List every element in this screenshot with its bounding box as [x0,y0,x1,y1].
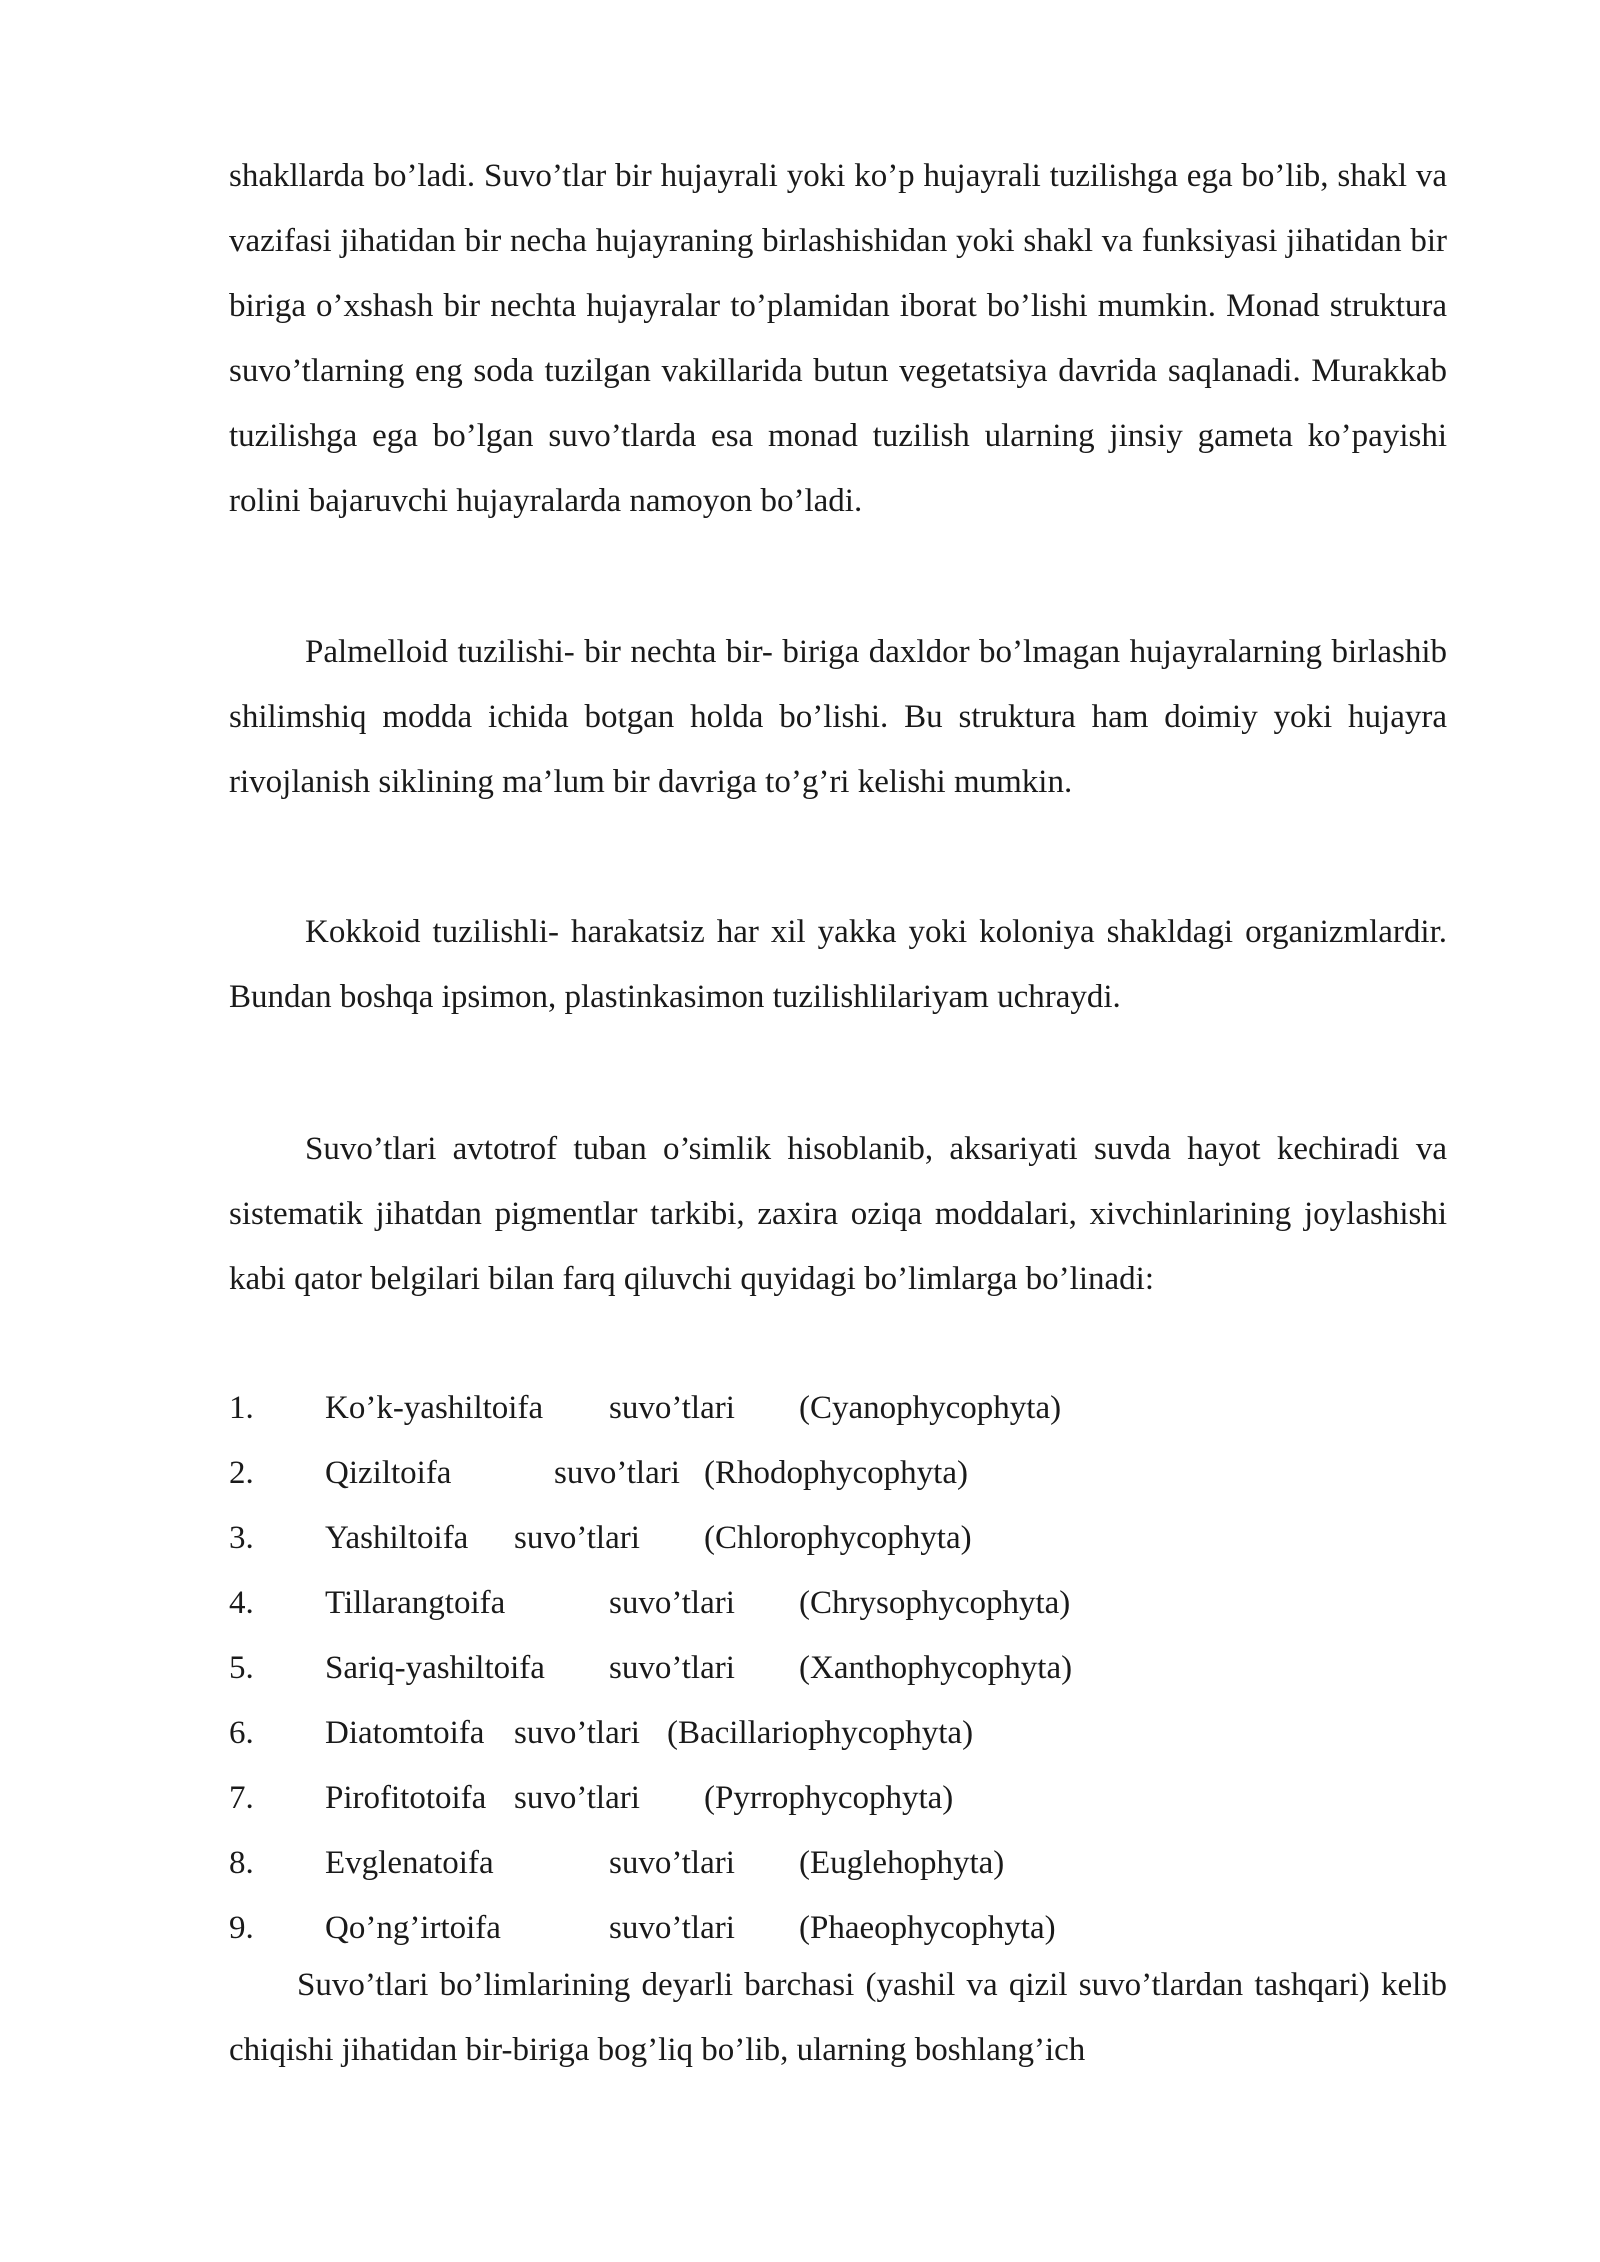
list-number: 5. [229,1650,254,1686]
division-name: Yashiltoifa [325,1520,469,1556]
division-latin-name: (Bacillariophycophyta) [667,1715,974,1751]
paragraph-text: Suvo’tlari avtotrof tuban o’simlik hisoblanib, aksariyati suvda hayot kechiradi va sistematik jihatdan pigmentlar tarkibi, zaxira oziqa moddalari, xivchinlarining joylashishi kabi qator belgilari bilan farq qiluvchi quyidagi bo’limlarga bo’linadi: [229,1131,1447,1297]
list-number: 1. [229,1390,254,1426]
list-number: 8. [229,1845,254,1881]
division-latin-name: (Phaeophycophyta) [799,1910,1056,1946]
division-word: suvo’tlari [609,1845,735,1881]
division-latin-name: (Chrysophycophyta) [799,1585,1071,1621]
list-item [229,1636,1447,1701]
list-item [229,1831,1447,1896]
division-name: Qo’ng’irtoifa [325,1910,501,1946]
list-number: 3. [229,1520,254,1556]
division-name: Diatomtoifa [325,1715,485,1751]
division-latin-name: (Cyanophycophyta) [799,1390,1062,1426]
division-name: Qiziltoifa [325,1455,452,1491]
paragraph-text: shakllarda bo’ladi. Suvo’tlar bir hujayrali yoki ko’p hujayrali tuzilishga ega bo’lib, shakl va vazifasi jihatidan bir necha hujayraning birlashishidan yoki shakl va funksiyasi jihatidan bir biriga o’xshash bir nechta hujayralar to’plamidan iborat bo’lishi mumkin. Monad struktura suvo’tlarning eng soda tuzilgan vakillarida butun vegetatsiya davrida saqlanadi. Murakkab tuzilishga ega bo’lgan suvo’tlarda esa monad tuzilish ularning jinsiy gameta ko’payishi rolini bajaruvchi hujayralarda namoyon bo’ladi. [229,158,1447,519]
division-word: suvo’tlari [514,1520,640,1556]
division-word: suvo’tlari [609,1910,735,1946]
division-name: Evglenatoifa [325,1845,494,1881]
paragraph-text: Kokkoid tuzilishli- harakatsiz har xil yakka yoki koloniya shakldagi organizmlardir. Bundan boshqa ipsimon, plastinkasimon tuzilishlilariyam uchraydi. [229,914,1447,1015]
division-word: suvo’tlari [554,1455,680,1491]
division-latin-name: (Euglehophyta) [799,1845,1005,1881]
list-item [229,1766,1447,1831]
paragraph-text: Palmelloid tuzilishi- bir nechta bir- biriga daxldor bo’lmagan hujayralarning birlashib shilimshiq modda ichida botgan holda bo’lishi. Bu struktura ham doimiy yoki hujayra rivojlanish siklining ma’lum bir davriga to’g’ri kelishi mumkin. [229,634,1447,800]
division-word: suvo’tlari [609,1650,735,1686]
paragraph-monad [229,144,1447,534]
list-number: 7. [229,1780,254,1816]
division-name: Tillarangtoifa [325,1585,506,1621]
list-item [229,1441,1447,1506]
division-latin-name: (Chlorophycophyta) [704,1520,972,1556]
division-latin-name: (Pyrrophycophyta) [704,1780,954,1816]
paragraph-origin [229,1953,1447,2083]
paragraph-palmelloid [229,620,1447,815]
list-item [229,1571,1447,1636]
division-name: Ko’k-yashiltoifa [325,1390,544,1426]
list-number: 2. [229,1455,254,1491]
division-name: Pirofitotoifa [325,1780,487,1816]
list-number: 6. [229,1715,254,1751]
paragraph-kokkoid [229,900,1447,1030]
list-number: 4. [229,1585,254,1621]
division-latin-name: (Xanthophycophyta) [799,1650,1073,1686]
list-item [229,1896,1447,1961]
paragraph-classification [229,1117,1447,1312]
division-word: suvo’tlari [514,1780,640,1816]
list-number: 9. [229,1910,254,1946]
division-word: suvo’tlari [514,1715,640,1751]
division-name: Sariq-yashiltoifa [325,1650,545,1686]
division-word: suvo’tlari [609,1585,735,1621]
list-item [229,1376,1447,1441]
algae-divisions-list [229,1376,1447,1961]
list-item [229,1506,1447,1571]
list-item [229,1701,1447,1766]
paragraph-text: Suvo’tlari bo’limlarining deyarli barchasi (yashil va qizil suvo’tlardan tashqari) kelib chiqishi jihatidan bir-biriga bog’liq bo’lib, ularning boshlang’ich [229,1967,1447,2068]
division-word: suvo’tlari [609,1390,735,1426]
division-latin-name: (Rhodophycophyta) [704,1455,968,1491]
